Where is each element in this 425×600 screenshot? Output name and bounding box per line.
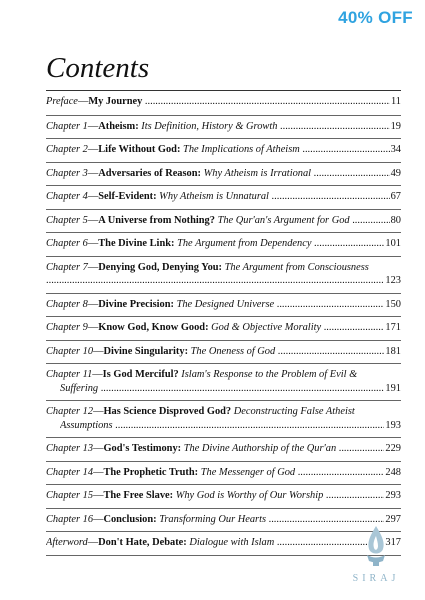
entry-heading: Divine Singularity: <box>103 345 189 357</box>
entry-page: 181 <box>385 345 401 357</box>
entry-label: Chapter 1 <box>46 120 88 132</box>
entry-page: 248 <box>385 466 401 478</box>
entry-subtitle: Dialogue with Islam <box>189 537 275 548</box>
entry-subtitle: Transforming Our Hearts <box>159 513 267 525</box>
entry-label: Chapter 11 <box>46 369 93 380</box>
entry-heading: Has Science Disproved God? <box>103 406 232 417</box>
entry-page: 49 <box>390 167 401 179</box>
toc-entry-chapter-16[interactable]: Chapter 16—Conclusion: Transforming Our Hearts ..... 297 <box>46 509 401 533</box>
toc-entry-chapter-4[interactable]: Chapter 4—Self-Evident: Why Atheism is Unnatural ..... 67 <box>46 186 401 210</box>
entry-label: Chapter 4 <box>46 191 88 202</box>
toc-entry-chapter-9[interactable]: Chapter 9—Know God, Know Good: God & Objective Morality ..... 171 <box>46 317 401 341</box>
entry-heading: Know God, Know Good: <box>98 322 209 333</box>
entry-page: 123 <box>385 275 401 286</box>
entry-page: 193 <box>385 419 401 431</box>
toc-entry-chapter-5[interactable]: Chapter 5—A Universe from Nothing? The Qur'an's Argument for God ..... 80 <box>46 210 401 234</box>
toc-entry-chapter-3[interactable]: Chapter 3—Adversaries of Reason: Why Atheism is Irrational ..... 49 <box>46 163 401 187</box>
entry-page: 11 <box>390 96 401 107</box>
entry-heading: Life Without God: <box>98 144 181 155</box>
entry-heading: Atheism: <box>98 120 139 132</box>
toc-entry-chapter-8[interactable]: Chapter 8—Divine Precision: The Designed Universe ..... 150 <box>46 294 401 318</box>
entry-page: 317 <box>385 537 401 548</box>
entry-subtitle: The Divine Authorship of the Qur'an <box>183 443 337 454</box>
entry-page: 293 <box>385 490 401 501</box>
entry-heading: Don't Hate, Debate: <box>98 537 187 548</box>
entry-subtitle: Islam's Response to the Problem of Evil & <box>181 369 358 380</box>
entry-subtitle: Why Atheism is Unnatural <box>159 191 269 202</box>
entry-label: Afterword <box>46 537 88 548</box>
entry-subtitle: The Oneness of God <box>190 345 276 357</box>
entry-subtitle: Why God is Worthy of Our Worship <box>175 490 324 501</box>
entry-heading: Self-Evident: <box>98 191 157 202</box>
entry-heading: Is God Merciful? <box>102 369 179 380</box>
entry-label: Chapter 6 <box>46 238 88 249</box>
entry-label: Chapter 2 <box>46 144 88 155</box>
entry-label: Chapter 7 <box>46 261 88 273</box>
entry-subtitle: God & Objective Morality <box>211 322 322 333</box>
entry-subtitle: The Designed Universe <box>176 298 275 310</box>
entry-label: Chapter 5 <box>46 214 88 226</box>
entry-label: Chapter 16 <box>46 513 94 525</box>
entry-label: Chapter 3 <box>46 167 88 179</box>
entry-page: 101 <box>385 238 401 249</box>
siraj-logo <box>348 524 404 584</box>
entry-page: 19 <box>390 120 401 132</box>
toc-entry-chapter-12[interactable]: Chapter 12—Has Science Disproved God? Deconstructing False Atheist Assumptions ..... 193 <box>46 401 401 438</box>
entry-heading: The Free Slave: <box>103 490 174 501</box>
entry-label: Chapter 15 <box>46 490 94 501</box>
entry-subtitle-cont: Assumptions <box>60 419 113 431</box>
entry-page: 150 <box>385 298 401 310</box>
entry-subtitle: The Argument from Consciousness <box>224 261 369 273</box>
entry-heading: My Journey <box>88 96 143 107</box>
toc-entry-chapter-11[interactable]: Chapter 11—Is God Merciful? Islam's Response to the Problem of Evil & Suffering ..... 191 <box>46 364 401 401</box>
entry-heading: The Prophetic Truth: <box>103 466 199 478</box>
entry-heading: Denying God, Denying You: <box>98 261 222 273</box>
entry-heading: A Universe from Nothing? <box>98 214 215 226</box>
entry-label: Chapter 10 <box>46 345 94 357</box>
toc-entry-chapter-10[interactable]: Chapter 10—Divine Singularity: The Oneness of God ..... 181 <box>46 341 401 365</box>
toc-entry-preface[interactable]: Preface—My Journey ..... 11 <box>46 91 401 116</box>
entry-subtitle: Why Atheism is Irrational <box>203 167 312 179</box>
entry-label: Preface <box>46 96 78 107</box>
entry-page: 297 <box>385 513 401 525</box>
entry-label: Chapter 13 <box>46 443 94 454</box>
toc-entry-chapter-1[interactable]: Chapter 1—Atheism: Its Definition, History & Growth ..... 19 <box>46 116 401 140</box>
entry-subtitle-cont: Suffering <box>60 382 99 394</box>
toc-entry-chapter-14[interactable]: Chapter 14—The Prophetic Truth: The Messenger of God ..... 248 <box>46 462 401 486</box>
toc-entry-chapter-13[interactable]: Chapter 13—God's Testimony: The Divine Authorship of the Qur'an ..... 229 <box>46 438 401 462</box>
entry-page: 80 <box>390 214 401 226</box>
toc-entry-chapter-2[interactable]: Chapter 2—Life Without God: The Implications of Atheism ..... 34 <box>46 139 401 163</box>
toc-entry-chapter-15[interactable]: Chapter 15—The Free Slave: Why God is Worthy of Our Worship ..... 293 <box>46 485 401 509</box>
table-of-contents <box>46 90 401 556</box>
entry-page: 34 <box>390 144 401 155</box>
discount-badge: 40% OFF <box>338 8 413 27</box>
toc-entry-chapter-7[interactable]: Chapter 7—Denying God, Denying You: The Argument from Consciousness ..... 123 <box>46 257 401 294</box>
entry-subtitle: Its Definition, History & Growth <box>141 120 278 132</box>
entry-subtitle: The Qur'an's Argument for God <box>217 214 350 226</box>
logo-text: SIRAJ <box>352 573 400 584</box>
page-title: Contents <box>46 52 150 84</box>
lamp-flame-icon <box>361 524 391 568</box>
entry-page: 229 <box>385 443 401 454</box>
entry-subtitle: The Messenger of God <box>200 466 296 478</box>
entry-subtitle: The Implications of Atheism <box>183 144 300 155</box>
entry-label: Chapter 14 <box>46 466 94 478</box>
entry-page: 67 <box>390 191 401 202</box>
entry-page: 171 <box>385 322 401 333</box>
entry-label: Chapter 8 <box>46 298 88 310</box>
entry-label: Chapter 12 <box>46 406 94 417</box>
toc-entry-afterword[interactable]: Afterword—Don't Hate, Debate: Dialogue with Islam ..... 317 <box>46 532 401 556</box>
entry-heading: Adversaries of Reason: <box>98 167 201 179</box>
entry-label: Chapter 9 <box>46 322 88 333</box>
entry-page: 191 <box>385 382 401 394</box>
entry-heading: God's Testimony: <box>103 443 182 454</box>
entry-heading: The Divine Link: <box>98 238 175 249</box>
entry-heading: Divine Precision: <box>98 298 174 310</box>
entry-subtitle: Deconstructing False Atheist <box>233 406 355 417</box>
entry-subtitle: The Argument from Dependency <box>177 238 312 249</box>
entry-heading: Conclusion: <box>103 513 157 525</box>
toc-entry-chapter-6[interactable]: Chapter 6—The Divine Link: The Argument from Dependency ..... 101 <box>46 233 401 257</box>
